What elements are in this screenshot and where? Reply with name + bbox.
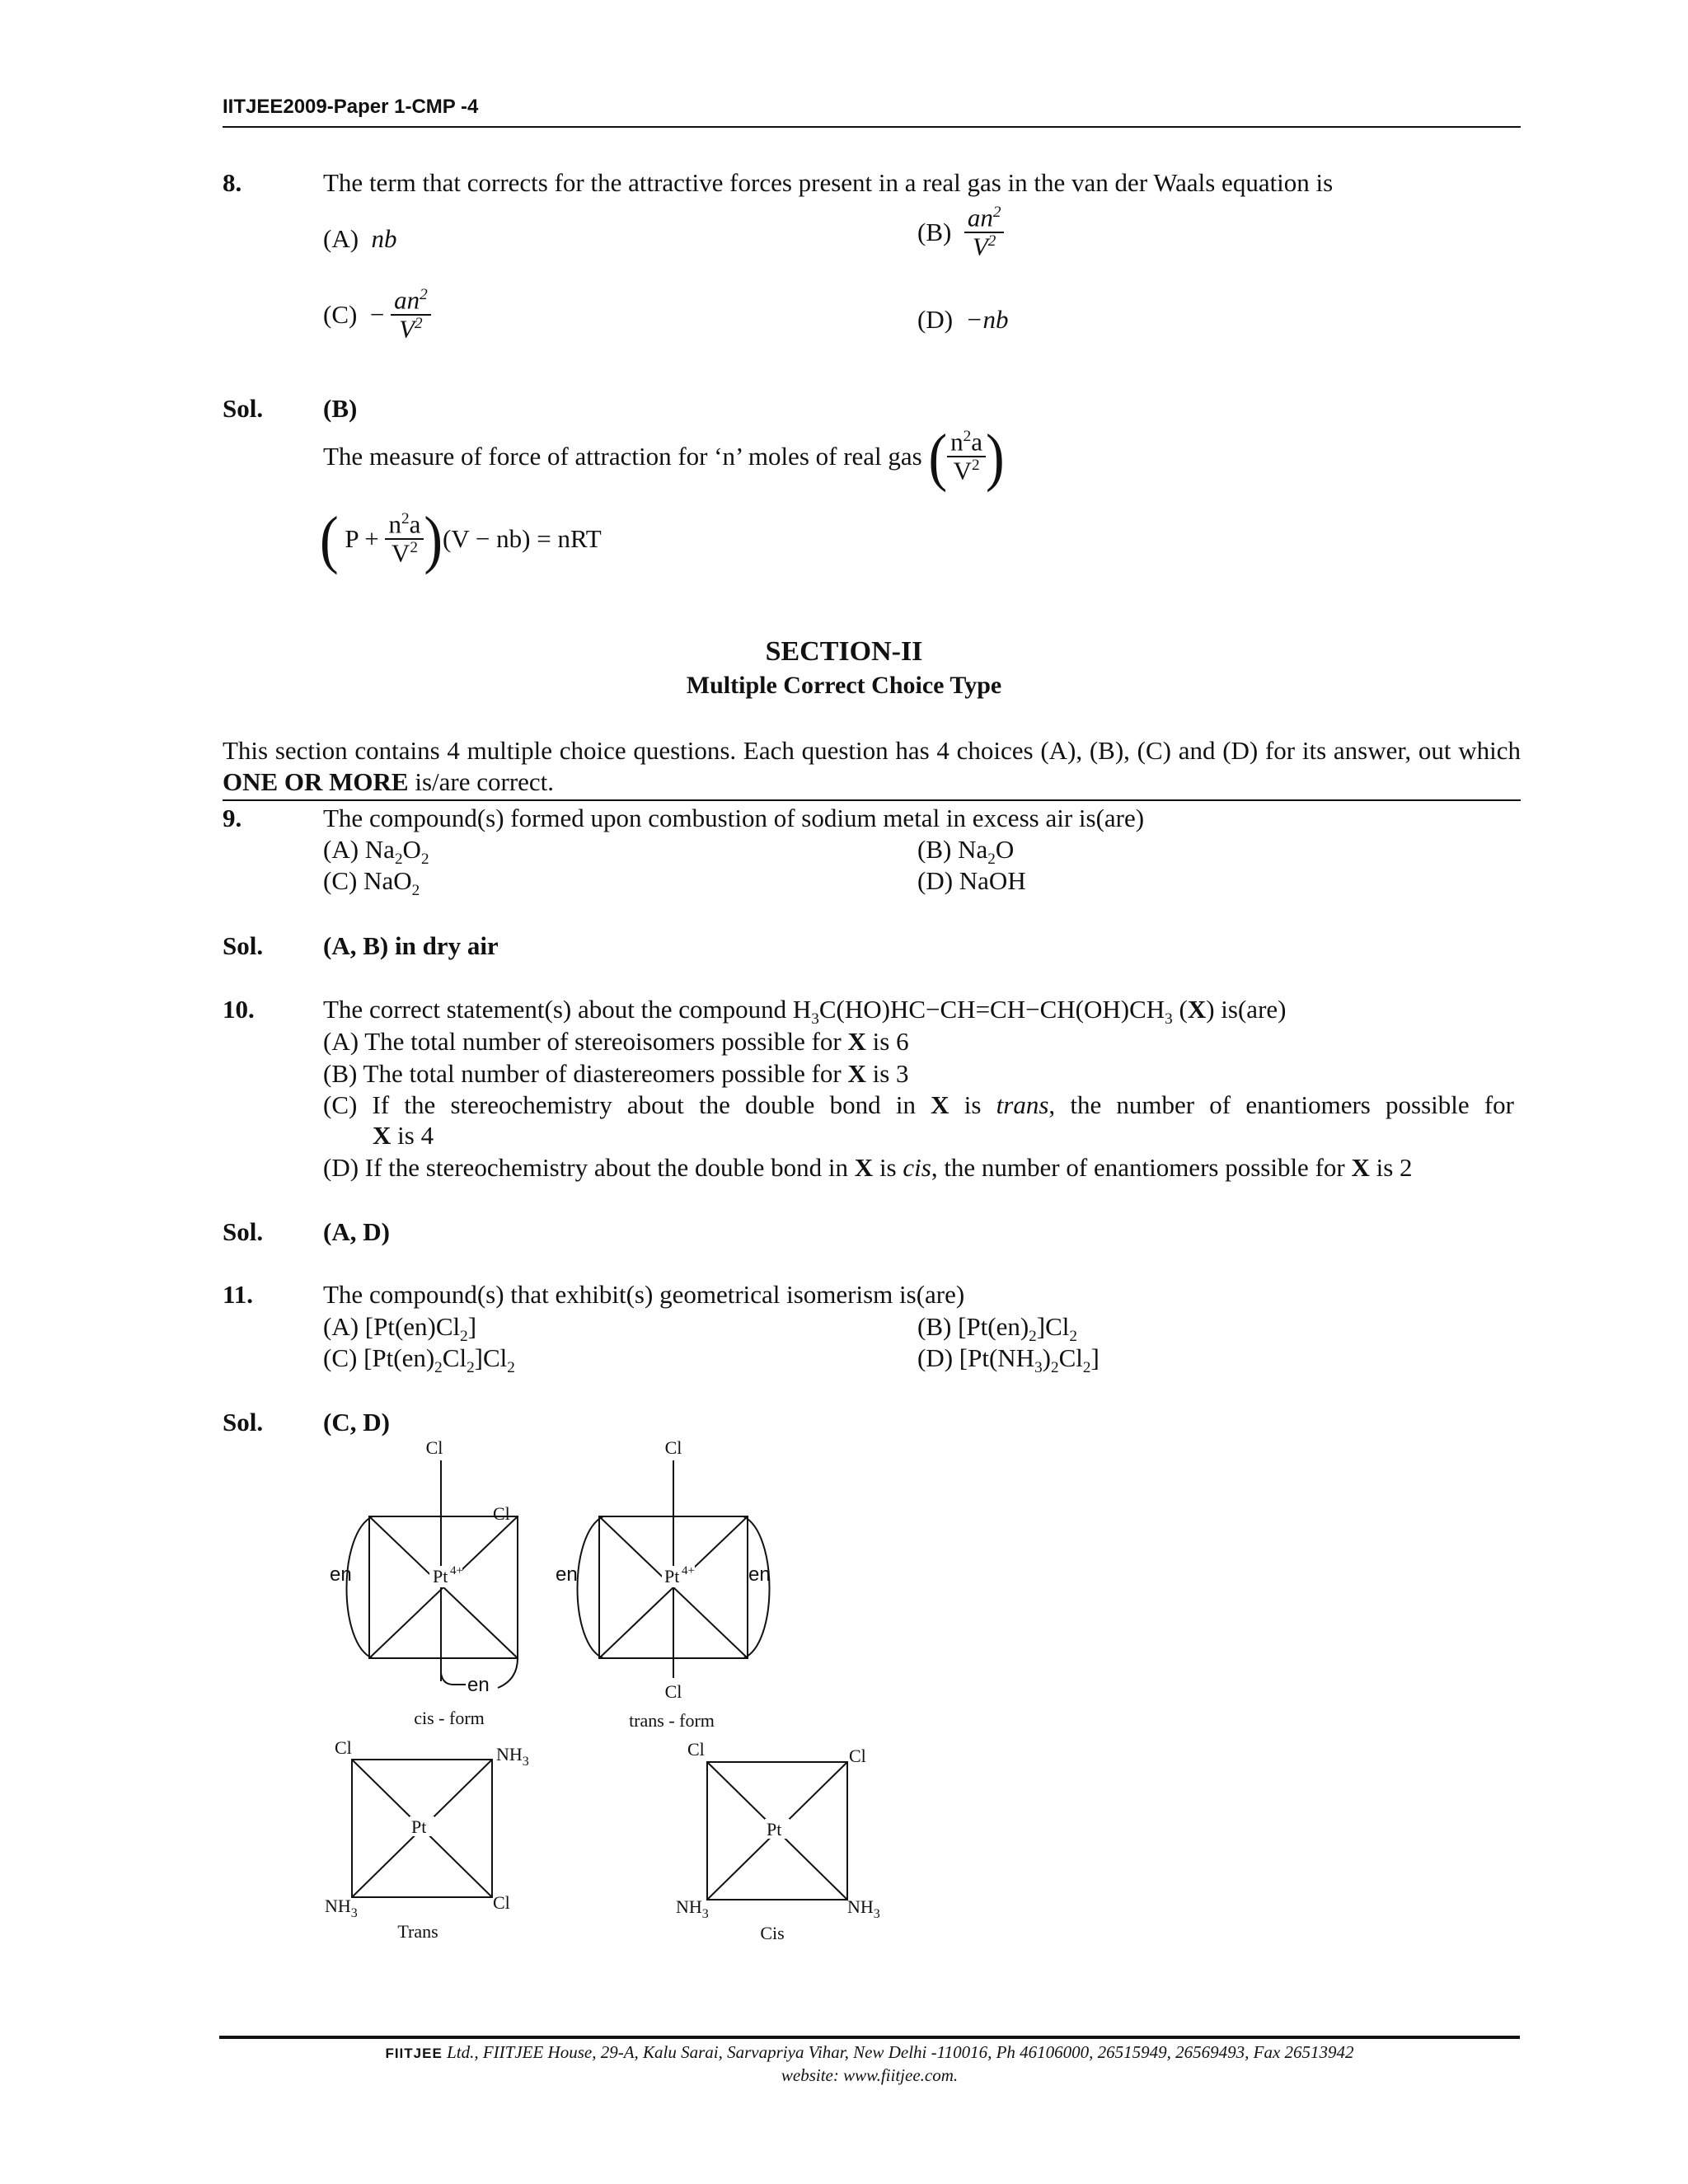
q10-text: The correct statement(s) about the compound $H_3C(HO)HC-CH=CH-CH(OH)CH_3$ (X) is(are) [323,995,1287,1029]
trans-form-label: trans - form [629,1710,715,1731]
q8-c-fraction: $\frac{an^2}{V^2}$ [391,287,431,343]
q10-option-d: (D) If the stereochemistry about the double bond in X is cis, the number of enantiomers possible for X is 2 [323,1153,1413,1182]
cis-en-left: en [330,1563,352,1586]
q8-number: 8. [223,168,242,197]
q8-option-a: (A) nb [323,224,397,253]
section-rule [223,799,1521,801]
q9-number: 9. [223,804,242,832]
cis-form-diagram [313,1434,560,1739]
trans-sq-nh3-bl: $NH_3$ [325,1896,358,1920]
fiitjee-logo: FIITJEE [385,2046,443,2061]
q8-sol-answer: (B) [323,394,358,423]
q9-text: The compound(s) formed upon combustion of sodium metal in excess air is(are) [323,804,1145,832]
trans-sq-cl-br: Cl [493,1892,510,1913]
q8-option-d: (D) −nb [917,305,1009,334]
cis-cl-right: Cl [493,1503,510,1524]
cis-cl-top: Cl [425,1437,443,1458]
cis-label: Cis [760,1923,785,1943]
q11-sol-answer: (C, D) [323,1408,390,1436]
q10-option-a: (A) The total number of stereoisomers possible for X is 6 [323,1027,909,1056]
q11-sol-label: Sol. [223,1408,264,1436]
cis-sq-nh3-br: $NH_3$ [847,1896,880,1921]
trans-sq-pt: Pt [411,1816,427,1837]
cis-sq-pt: Pt [767,1819,782,1840]
q9-option-a: (A) $Na_2O_2$ [323,835,429,869]
cis-sq-cl-tl: Cl [687,1739,705,1760]
q10-sol-answer: (A, D) [323,1217,390,1246]
q8-option-c: (C) − $\frac{an^2}{V^2}$ [323,287,431,343]
footer-rule [219,2036,1520,2039]
header-rule [223,126,1521,128]
cis-pt-charge: 4+ [450,1564,463,1577]
q11-option-c: (C) $[Pt(en)_2Cl_2]Cl_2$ [323,1343,515,1377]
trans-pt: Pt [664,1566,680,1586]
section-title: SECTION-II [765,636,923,667]
cis-square-planar-diagram [668,1731,915,1953]
cis-en-bottom: en [467,1674,490,1696]
q8-sol-label: Sol. [223,394,264,423]
trans-pt-charge: 4+ [682,1564,695,1577]
q10-option-c-cont: X is 4 [373,1121,434,1150]
q9-option-c: (C) NaO$_2$ [323,866,420,900]
q9-option-d: (D) NaOH [917,866,1026,895]
q11-text: The compound(s) that exhibit(s) geometrical isomerism is(are) [323,1280,965,1309]
trans-label: Trans [397,1921,438,1942]
section-intro: This section contains 4 multiple choice questions. Each question has 4 choices (A), (B), (C) and (D) for its answer, out which ONE OR MORE is/are correct. [223,736,1521,796]
q9-sol-answer: (A, B) in dry air [323,931,499,960]
q11-option-d: (D) $[Pt(NH_3)_2Cl_2]$ [917,1343,1100,1377]
trans-cl-top: Cl [664,1437,682,1458]
q9-sol-label: Sol. [223,931,264,960]
van-der-waals-equation: ( P + $\frac{n^2a}{V^2}$ )(V − nb) = nRT [320,503,602,575]
page-header-title: IITJEE2009-Paper 1-CMP -4 [223,96,479,118]
trans-en-left: en [556,1563,578,1586]
footer-line-1: FIITJEE Ltd., FIITJEE House, 29-A, Kalu Sarai, Sarvapriya Vihar, New Delhi -110016, Ph 46106000, 26515949, 26569493, Fax 26513942 [385,2042,1354,2062]
q11-option-b: (B) $[Pt(en)_2]Cl_2$ [917,1312,1077,1346]
q10-option-c: (C) If the stereochemistry about the double bond in X is trans, the number of enantiomers possible for [323,1090,1515,1119]
trans-square-planar-diagram [313,1731,560,1953]
trans-form-diagram [544,1434,791,1739]
q8-b-fraction: $\frac{an^2}{V^2}$ [964,204,1005,260]
q9-option-b: (B) $Na_2O$ [917,835,1015,869]
q8-sol-explanation: The measure of force of attraction for ‘n’ moles of real gas ( $\frac{n^2a}{V^2}$ ) [323,420,1005,493]
trans-cl-bottom: Cl [664,1681,682,1702]
trans-sq-nh3-tr: $NH_3$ [496,1744,529,1769]
q8-option-b: (B) $\frac{an^2}{V^2}$ [917,204,1004,260]
cis-sq-cl-tr: Cl [849,1746,866,1766]
q11-option-a: (A) $[Pt(en)Cl_2]$ [323,1312,477,1346]
cis-pt: Pt [433,1566,448,1586]
q10-sol-label: Sol. [223,1217,264,1246]
q10-number: 10. [223,995,255,1024]
trans-sq-cl-tl: Cl [335,1737,352,1758]
q11-number: 11. [223,1280,254,1309]
section-subtitle: Multiple Correct Choice Type [686,672,1002,699]
trans-en-right: en [748,1563,771,1586]
cis-form-label: cis - form [414,1708,485,1728]
cis-sq-nh3-bl: $NH_3$ [676,1896,709,1921]
q8-text: The term that corrects for the attractive forces present in a real gas in the van der Waals equation is [323,168,1334,197]
q10-option-b: (B) The total number of diastereomers possible for X is 3 [323,1059,909,1088]
footer-website: website: www.fiitjee.com. [781,2065,959,2085]
footer [219,2041,1520,2086]
